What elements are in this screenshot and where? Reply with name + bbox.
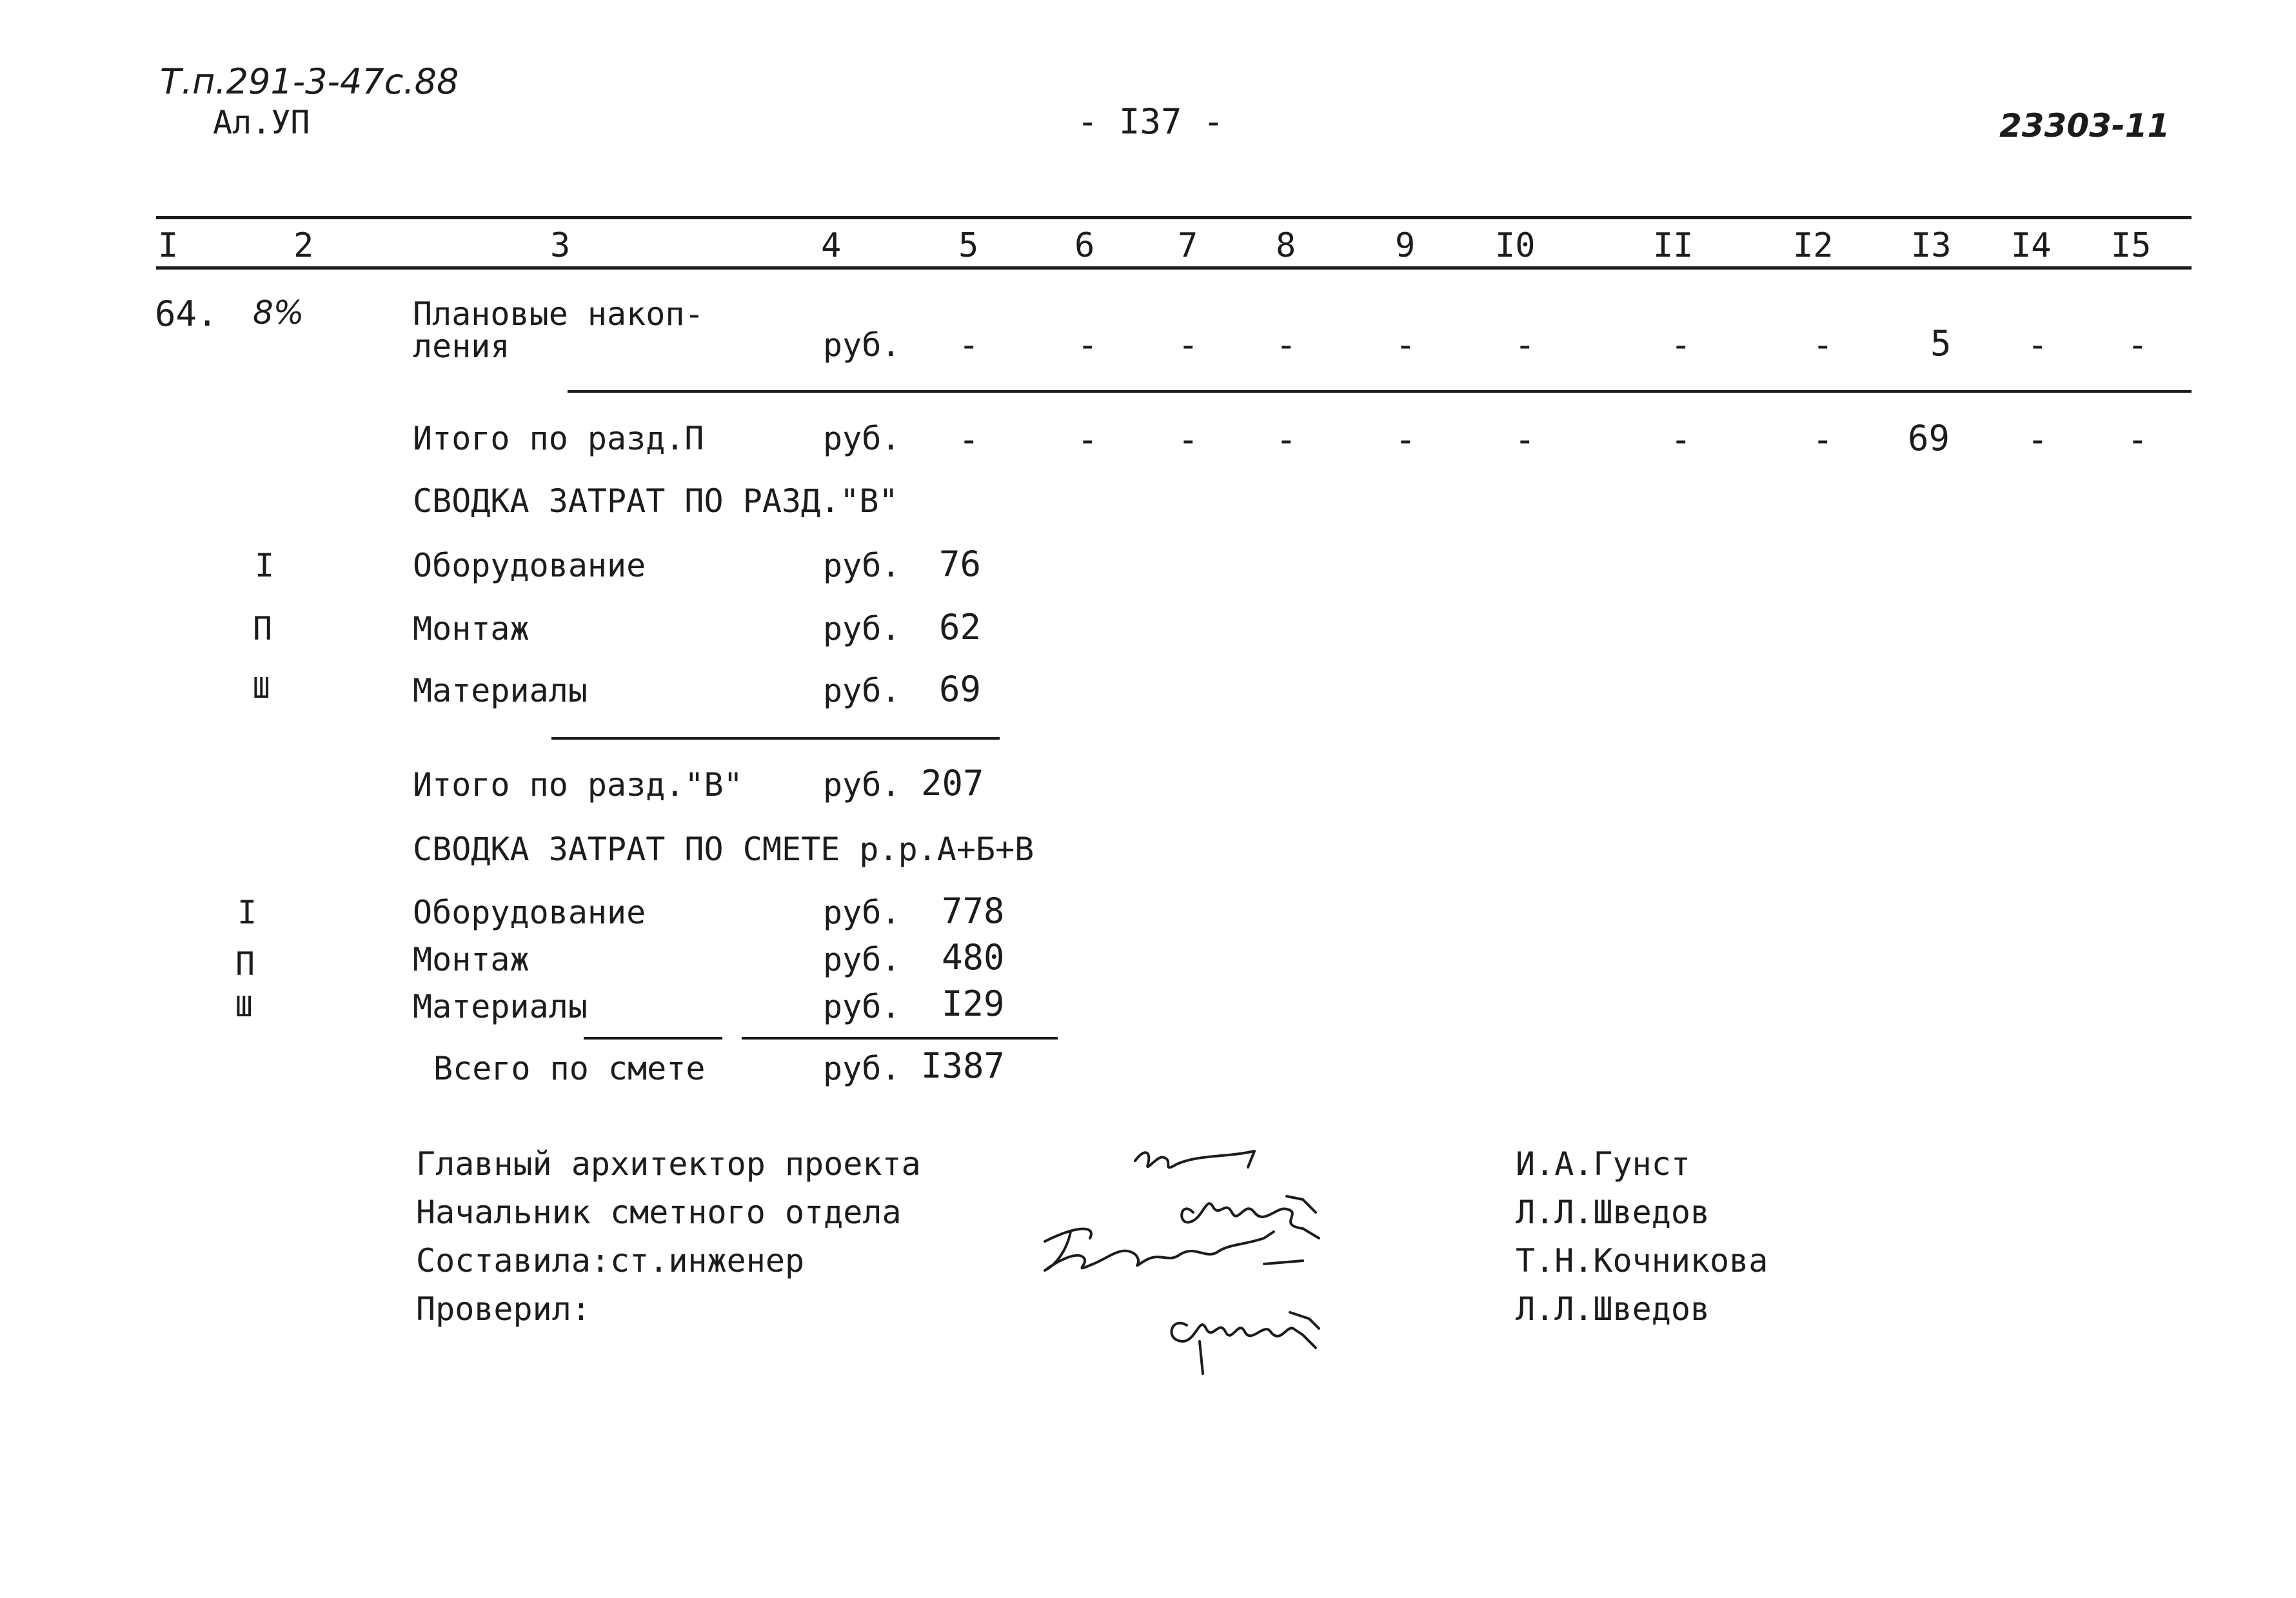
summary-all-total-unit: руб.: [823, 1050, 901, 1087]
total-value: -: [1178, 419, 1199, 460]
signature-name: И.А.Гунст: [1516, 1145, 1690, 1183]
row-value: 5: [1930, 323, 1952, 364]
document-id: 23303-11: [1999, 107, 2170, 144]
column-header: 7: [1178, 226, 1198, 265]
total-value: -: [958, 419, 980, 460]
row-value: -: [1670, 324, 1692, 365]
summary-v-item-unit: руб.: [823, 672, 901, 709]
column-header: I: [158, 226, 179, 265]
total-value: -: [1670, 419, 1692, 460]
total-section-p-unit: руб.: [823, 420, 901, 457]
column-header: I3: [1911, 226, 1952, 265]
column-header: I4: [2011, 226, 2052, 265]
row-value: -: [1514, 324, 1536, 365]
row-value: -: [1276, 324, 1297, 365]
album-label: Ал.УП: [213, 104, 310, 141]
subtotal-rule: [568, 390, 2192, 393]
summary-v-item-name: Оборудование: [413, 547, 646, 584]
summary-v-roman: I: [255, 547, 275, 584]
total-value: -: [2127, 419, 2148, 460]
column-header: 3: [550, 226, 571, 265]
column-header: 9: [1395, 226, 1416, 265]
signature-role: Начальник сметного отдела: [416, 1194, 902, 1231]
row-value: -: [2127, 324, 2148, 365]
row-unit: руб.: [823, 326, 901, 364]
handwritten-signatures: [1032, 1135, 1432, 1380]
summary-v-total-value: 207: [921, 763, 984, 804]
summary-all-item-value: I29: [942, 983, 1005, 1024]
summary-all-item-name: Оборудование: [413, 894, 646, 931]
row-value: -: [1395, 324, 1416, 365]
column-header: 2: [293, 226, 314, 265]
summary-all-item-value: 778: [942, 891, 1005, 931]
summary-all-item-name: Монтаж: [413, 941, 529, 978]
summary-v-item-value: 62: [939, 607, 982, 647]
column-header: I2: [1793, 226, 1834, 265]
column-header: 5: [958, 226, 979, 265]
total-value: -: [1276, 419, 1297, 460]
summary-all-item-unit: руб.: [823, 988, 901, 1025]
summary-v-item-value: 69: [939, 669, 982, 709]
signature-role: Главный архитектор проекта: [416, 1145, 921, 1183]
summary-all-item-value: 480: [942, 937, 1005, 978]
page-number: - I37 -: [1077, 101, 1224, 142]
summary-v-total-unit: руб.: [823, 766, 901, 804]
signature-role: Составила:ст.инженер: [416, 1242, 805, 1279]
row-value: -: [958, 324, 980, 365]
summary-v-item-value: 76: [939, 544, 982, 584]
row-value: -: [1077, 324, 1098, 365]
row-name-line1: Плановые накоп-: [413, 295, 704, 333]
summary-all-roman: I: [237, 894, 257, 931]
summary-all-item-name: Материалы: [413, 988, 588, 1025]
summary-v-roman: П: [253, 610, 273, 647]
summary-v-total-rule: [551, 737, 1000, 740]
row-percent: 8%: [253, 294, 304, 331]
summary-v-item-name: Материалы: [413, 672, 588, 709]
document-code: Т.п.291-3-47с.88: [160, 61, 459, 102]
summary-all-title: СВОДКА ЗАТРАТ ПО СМЕТЕ р.р.А+Б+В: [413, 831, 1034, 868]
signature-role: Проверил:: [416, 1290, 591, 1328]
summary-all-total-value: I387: [921, 1045, 1005, 1086]
header-top-rule: [156, 216, 2192, 219]
signature-name: Т.Н.Кочникова: [1516, 1242, 1768, 1279]
row-value: -: [1812, 324, 1834, 365]
total-value: -: [2027, 419, 2048, 460]
row-number: 64.: [155, 293, 218, 334]
row-value: -: [2027, 324, 2048, 365]
summary-v-item-name: Монтаж: [413, 610, 529, 647]
signature-name: Л.Л.Шведов: [1516, 1290, 1710, 1328]
summary-all-total-label: Всего по смете: [433, 1050, 706, 1087]
column-header: 4: [821, 226, 842, 265]
column-header: I0: [1495, 226, 1536, 265]
total-value: -: [1077, 419, 1098, 460]
summary-all-rule-left: [584, 1037, 722, 1040]
summary-all-roman: Ш: [235, 991, 253, 1023]
summary-all-item-unit: руб.: [823, 894, 901, 931]
row-value: -: [1178, 324, 1199, 365]
summary-v-total-label: Итого по разд."В": [413, 766, 743, 804]
column-header: 8: [1276, 226, 1296, 265]
column-header: 6: [1074, 226, 1095, 265]
column-header: I5: [2111, 226, 2152, 265]
summary-all-rule-right: [742, 1037, 1058, 1040]
header-bottom-rule: [156, 266, 2192, 270]
total-value: -: [1514, 419, 1536, 460]
column-header: II: [1653, 226, 1694, 265]
summary-all-roman: П: [235, 945, 255, 983]
summary-v-title: СВОДКА ЗАТРАТ ПО РАЗД."В": [413, 482, 898, 520]
total-value: 69: [1908, 418, 1950, 459]
total-value: -: [1395, 419, 1416, 460]
signature-name: Л.Л.Шведов: [1516, 1194, 1710, 1231]
summary-v-item-unit: руб.: [823, 547, 901, 584]
summary-v-item-unit: руб.: [823, 610, 901, 647]
summary-v-roman: Ш: [253, 672, 270, 705]
total-value: -: [1812, 419, 1834, 460]
row-name-line2: ления: [413, 328, 510, 365]
total-section-p-label: Итого по разд.П: [413, 420, 704, 457]
summary-all-item-unit: руб.: [823, 941, 901, 978]
